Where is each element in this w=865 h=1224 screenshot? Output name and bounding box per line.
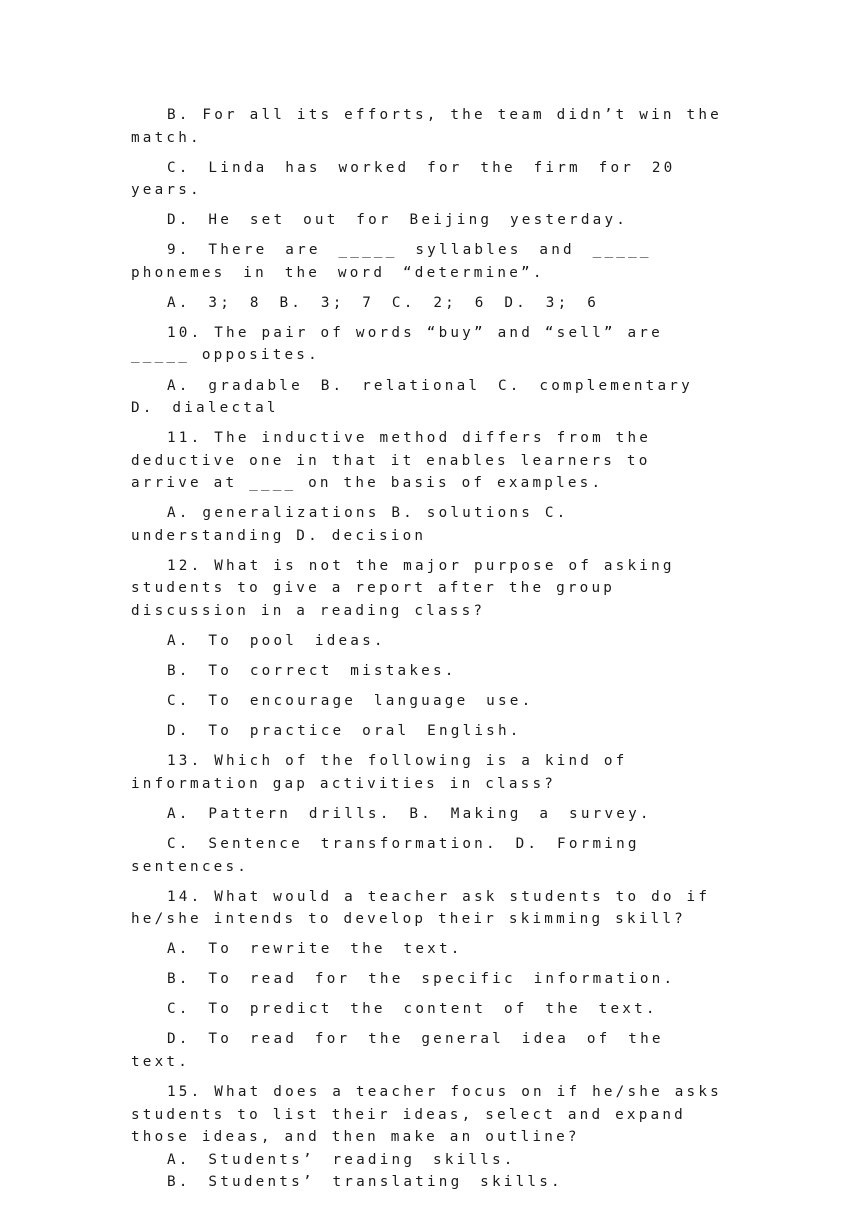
option-14b: B. To read for the specific information. bbox=[167, 971, 676, 988]
question-13: 13. Which of the following is a kind of information gap activities in class? bbox=[131, 753, 628, 792]
option-12d: D. To practice oral English. bbox=[167, 723, 522, 740]
question-11: 11. The inductive method differs from the deductive one in that it enables learners to arrive at ____ on the basis of examples. bbox=[131, 430, 652, 492]
options-11: A. generalizations B. solutions C. understanding D. decision bbox=[131, 505, 569, 544]
option-12b: B. To correct mistakes. bbox=[167, 663, 457, 680]
option-14a: A. To rewrite the text. bbox=[167, 941, 463, 958]
question-9: 9. There are _____ syllables and _____ phonemes in the word “determine”. bbox=[131, 242, 652, 281]
question-14: 14. What would a teacher ask students to do if he/she intends to develop their skimming skill? bbox=[131, 888, 711, 928]
options-10: A. gradable B. relational C. complementary D. dialectal bbox=[131, 377, 693, 417]
option-line: C. Linda has worked for the firm for 20 years. bbox=[131, 159, 676, 199]
option-15b: B. Students’ translating skills. bbox=[167, 1174, 563, 1191]
question-12: 12. What is not the major purpose of asking students to give a report after the group discussion in a reading class? bbox=[131, 557, 675, 619]
document-body bbox=[131, 104, 731, 1194]
option-14d: D. To read for the general idea of the text. bbox=[131, 1031, 664, 1070]
options-13ab: A. Pattern drills. B. Making a survey. bbox=[167, 805, 652, 822]
option-14c: C. To predict the content of the text. bbox=[167, 1001, 658, 1018]
option-12a: A. To pool ideas. bbox=[167, 632, 386, 649]
option-12c: C. To encourage language use. bbox=[167, 693, 534, 710]
question-10: 10. The pair of words “buy” and “sell” are _____ opposites. bbox=[131, 324, 663, 364]
options-13cd: C. Sentence transformation. D. Forming sentences. bbox=[131, 836, 640, 875]
option-15a: A. Students’ reading skills. bbox=[167, 1151, 516, 1168]
question-15: 15. What does a teacher focus on if he/she asks students to list their ideas, select and expand those ideas, and then make an outline? bbox=[131, 1084, 722, 1146]
option-line: D. He set out for Beijing yesterday. bbox=[167, 212, 629, 229]
option-line: B. For all its efforts, the team didn’t win the match. bbox=[131, 107, 722, 146]
options-9: A. 3; 8 B. 3; 7 C. 2; 6 D. 3; 6 bbox=[167, 294, 600, 311]
